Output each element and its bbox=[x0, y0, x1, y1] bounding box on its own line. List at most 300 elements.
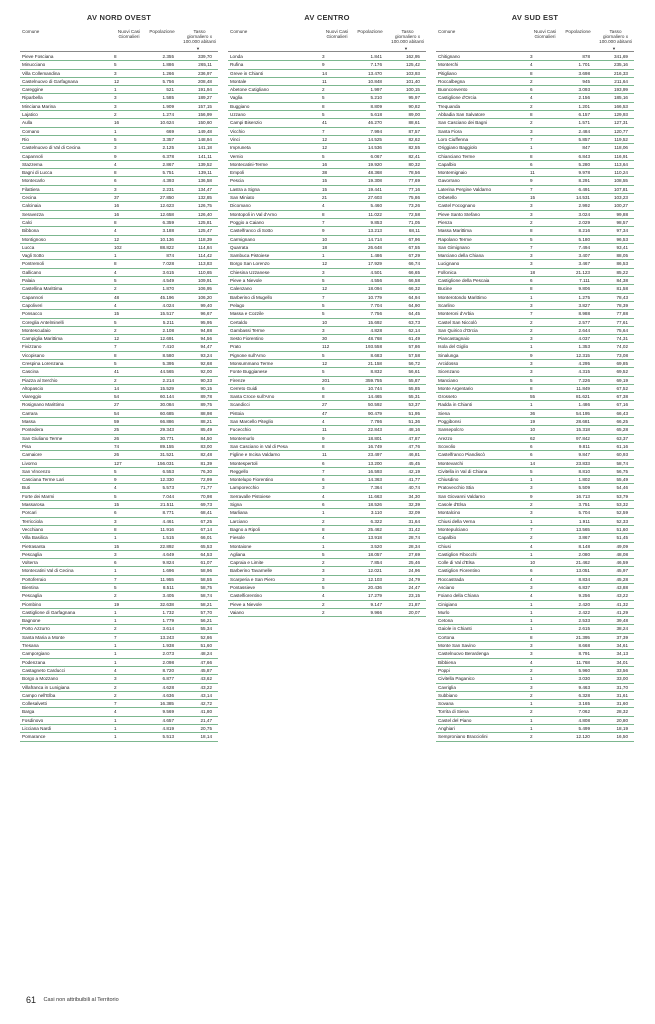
table-row bbox=[20, 543, 218, 551]
table-row bbox=[20, 684, 218, 692]
cell-comune: San Gimignano bbox=[438, 244, 470, 250]
table-row bbox=[20, 675, 218, 683]
cell-comune: Montecatini-Terme bbox=[230, 161, 268, 167]
table-row bbox=[228, 601, 426, 609]
cell-tasso: 96,53 bbox=[616, 236, 628, 242]
cell-tasso: 46,59 bbox=[616, 560, 628, 566]
cell-nuovi-casi: 1 bbox=[530, 701, 533, 707]
cell-comune: Camporgiano bbox=[22, 651, 50, 657]
cell-tasso: 89,75 bbox=[200, 402, 212, 408]
cell-tasso: 52,86 bbox=[200, 634, 212, 640]
cell-nuovi-casi: 8 bbox=[530, 286, 533, 292]
table-row bbox=[228, 451, 426, 459]
table-row bbox=[228, 194, 426, 202]
cell-nuovi-casi: 1 bbox=[530, 145, 533, 151]
table-row bbox=[228, 368, 426, 376]
cell-popolazione: 669 bbox=[166, 128, 174, 134]
cell-tasso: 78,43 bbox=[616, 294, 628, 300]
cell-nuovi-casi: 36 bbox=[530, 410, 536, 416]
cell-comune: Scarperia e San Piero bbox=[230, 576, 275, 582]
cell-comune: Monte Argentario bbox=[438, 385, 473, 391]
cell-tasso: 74,02 bbox=[616, 344, 628, 350]
cell-popolazione: 878 bbox=[582, 54, 590, 59]
cell-tasso: 103,93 bbox=[405, 70, 420, 76]
cell-comune: Carrara bbox=[22, 410, 38, 416]
cell-popolazione: 945 bbox=[582, 78, 590, 84]
cell-comune: Piombino bbox=[22, 601, 42, 607]
cell-comune: Bagnone bbox=[22, 618, 41, 624]
cell-nuovi-casi: 59 bbox=[114, 419, 120, 425]
cell-tasso: 95,97 bbox=[408, 95, 420, 101]
cell-nuovi-casi: 41 bbox=[322, 120, 328, 126]
cell-comune: Prato bbox=[230, 344, 241, 350]
cell-tasso: 88,61 bbox=[408, 120, 420, 126]
cell-nuovi-casi: 3 bbox=[530, 211, 533, 217]
cell-nuovi-casi: 6 bbox=[530, 161, 533, 167]
cell-tasso: 45,45 bbox=[408, 460, 420, 466]
cell-popolazione: 3.188 bbox=[162, 228, 174, 234]
table-row bbox=[436, 277, 634, 285]
cell-popolazione: 4.461 bbox=[162, 518, 174, 524]
table-row bbox=[228, 219, 426, 227]
cell-popolazione: 8.580 bbox=[162, 352, 174, 358]
sort-descending-icon[interactable]: ▼ bbox=[196, 46, 200, 51]
cell-tasso: 25,46 bbox=[408, 560, 420, 566]
cell-nuovi-casi: 2 bbox=[114, 377, 117, 383]
table-row bbox=[436, 285, 634, 293]
cell-nuovi-casi: 2 bbox=[530, 692, 533, 698]
cell-comune: Vicopisano bbox=[22, 352, 45, 358]
cell-popolazione: 3.405 bbox=[162, 593, 174, 599]
table-row bbox=[228, 393, 426, 401]
table-row bbox=[436, 708, 634, 716]
cell-popolazione: 1.886 bbox=[162, 62, 174, 68]
cell-comune: Sovana bbox=[438, 701, 454, 707]
cell-tasso: 67,14 bbox=[200, 526, 212, 532]
cell-popolazione: 1.909 bbox=[162, 103, 174, 109]
table-row bbox=[20, 576, 218, 584]
cell-nuovi-casi: 1 bbox=[114, 651, 117, 657]
cell-nuovi-casi: 1 bbox=[114, 717, 117, 723]
cell-tasso: 76,30 bbox=[200, 468, 212, 474]
cell-popolazione: 16.713 bbox=[575, 493, 590, 499]
cell-nuovi-casi: 2 bbox=[322, 87, 325, 93]
cell-popolazione: 9.978 bbox=[578, 170, 590, 176]
cell-tasso: 77,69 bbox=[408, 178, 420, 184]
cell-tasso: 53,37 bbox=[408, 402, 420, 408]
cell-popolazione: 6.328 bbox=[578, 692, 590, 698]
cell-nuovi-casi: 3 bbox=[322, 327, 325, 333]
cell-comune: Filattiera bbox=[22, 186, 40, 192]
cell-tasso: 51,95 bbox=[408, 410, 420, 416]
cell-popolazione: 3.024 bbox=[578, 211, 590, 217]
cell-nuovi-casi: 1 bbox=[114, 128, 117, 134]
cell-comune: Buti bbox=[22, 485, 30, 491]
cell-tasso: 84,38 bbox=[616, 278, 628, 284]
cell-tasso: 32,39 bbox=[408, 502, 420, 508]
cell-nuovi-casi: 9 bbox=[114, 153, 117, 159]
cell-tasso: 69,52 bbox=[616, 369, 628, 375]
cell-tasso: 39,48 bbox=[616, 618, 628, 624]
sort-descending-icon[interactable]: ▼ bbox=[612, 46, 616, 51]
cell-nuovi-casi: 5 bbox=[322, 112, 325, 118]
cell-tasso: 75,64 bbox=[616, 327, 628, 333]
cell-nuovi-casi: 5 bbox=[114, 136, 117, 142]
cell-popolazione: 16.749 bbox=[367, 443, 382, 449]
table-row bbox=[20, 285, 218, 293]
table-row bbox=[20, 559, 218, 567]
cell-comune: Larciano bbox=[230, 518, 248, 524]
table-row bbox=[20, 601, 218, 609]
cell-tasso: 51,60 bbox=[616, 526, 628, 532]
cell-popolazione: 1.696 bbox=[162, 568, 174, 574]
cell-nuovi-casi: 2 bbox=[114, 692, 117, 698]
cell-popolazione: 15.529 bbox=[159, 385, 174, 391]
table-row bbox=[228, 260, 426, 268]
table-row bbox=[20, 443, 218, 451]
cell-popolazione: 5.857 bbox=[578, 136, 590, 142]
cell-comune: Villa Basilica bbox=[22, 535, 48, 541]
table-header bbox=[228, 25, 426, 52]
cell-tasso: 113,64 bbox=[614, 161, 628, 167]
table-row bbox=[436, 650, 634, 658]
cell-popolazione: 3.093 bbox=[578, 87, 590, 93]
cell-popolazione: 19.920 bbox=[367, 161, 382, 167]
cell-comune: Altopascio bbox=[22, 385, 44, 391]
cell-nuovi-casi: 8 bbox=[114, 261, 117, 267]
table-row bbox=[20, 360, 218, 368]
table-row bbox=[436, 617, 634, 625]
cell-nuovi-casi: 7 bbox=[530, 311, 533, 317]
cell-popolazione: 17.279 bbox=[367, 593, 382, 599]
cell-comune: Lucca bbox=[22, 244, 35, 250]
cell-nuovi-casi: 5 bbox=[114, 278, 117, 284]
cell-tasso: 75,86 bbox=[408, 195, 420, 201]
cell-tasso: 58,75 bbox=[200, 585, 212, 590]
cell-tasso: 132,85 bbox=[197, 195, 212, 201]
table-row bbox=[20, 53, 218, 61]
cell-tasso: 80,32 bbox=[408, 161, 420, 167]
cell-popolazione: 8.832 bbox=[370, 369, 382, 375]
cell-tasso: 157,15 bbox=[197, 103, 212, 109]
cell-comune: Casciana Terme Lari bbox=[22, 477, 65, 483]
cell-popolazione: 46.270 bbox=[367, 120, 382, 126]
cell-nuovi-casi: 2 bbox=[114, 327, 117, 333]
cell-comune: Agliana bbox=[230, 551, 246, 557]
cell-tasso: 71,77 bbox=[200, 485, 212, 491]
cell-tasso: 265,11 bbox=[198, 62, 212, 68]
table-row bbox=[228, 285, 426, 293]
table-row bbox=[436, 319, 634, 327]
cell-tasso: 53,79 bbox=[616, 493, 628, 499]
table-row bbox=[228, 352, 426, 360]
cell-comune: Monterchi bbox=[438, 62, 459, 68]
header-nuovi-casi: Nuovi Casi Giornalieri bbox=[533, 29, 557, 39]
cell-comune: Cetona bbox=[438, 618, 453, 624]
header-tasso: Tasso giornaliero x 100.000 abitanti bbox=[599, 29, 632, 44]
table-row bbox=[436, 435, 634, 443]
cell-comune: Sesto Fiorentino bbox=[230, 336, 264, 342]
cell-nuovi-casi: 7 bbox=[530, 186, 533, 192]
cell-nuovi-casi: 12 bbox=[114, 78, 120, 84]
cell-comune: Dicomano bbox=[230, 203, 251, 209]
cell-nuovi-casi: 1 bbox=[530, 518, 533, 524]
cell-nuovi-casi: 9 bbox=[322, 228, 325, 234]
cell-nuovi-casi: 1 bbox=[530, 618, 533, 624]
table-row bbox=[20, 111, 218, 119]
cell-tasso: 55,34 bbox=[200, 626, 212, 632]
cell-tasso: 99,88 bbox=[616, 211, 628, 217]
cell-nuovi-casi: 3 bbox=[114, 518, 117, 524]
table-row bbox=[20, 426, 218, 434]
cell-popolazione: 2.108 bbox=[162, 327, 174, 333]
cell-nuovi-casi: 5 bbox=[530, 236, 533, 242]
table-row bbox=[436, 161, 634, 169]
table-row bbox=[436, 153, 634, 161]
cell-tasso: 88,21 bbox=[200, 419, 212, 425]
cell-tasso: 73,26 bbox=[408, 203, 420, 209]
cell-comune: Isola del Giglio bbox=[438, 344, 469, 350]
cell-comune: Livorno bbox=[22, 460, 38, 466]
cell-popolazione: 3.827 bbox=[578, 302, 590, 308]
cell-comune: Bibbona bbox=[22, 228, 39, 234]
cell-comune: Abetone Cutigliano bbox=[230, 87, 269, 93]
cell-nuovi-casi: 11 bbox=[322, 452, 327, 458]
table-row bbox=[20, 733, 218, 741]
table-row bbox=[436, 576, 634, 584]
table-row bbox=[436, 368, 634, 376]
cell-comune: Viareggio bbox=[22, 394, 42, 400]
cell-tasso: 189,27 bbox=[197, 95, 212, 101]
cell-nuovi-casi: 11 bbox=[530, 170, 535, 176]
cell-comune: Signa bbox=[230, 502, 242, 508]
cell-tasso: 56,21 bbox=[200, 618, 212, 624]
cell-tasso: 61,49 bbox=[408, 336, 420, 342]
table-row bbox=[436, 177, 634, 185]
cell-nuovi-casi: 9 bbox=[530, 493, 533, 499]
cell-popolazione: 10.848 bbox=[367, 78, 382, 84]
header-popolazione: Popolazione bbox=[565, 29, 591, 34]
cell-popolazione: 2.231 bbox=[162, 186, 174, 192]
table-row bbox=[20, 78, 218, 86]
cell-comune: Bientina bbox=[22, 585, 39, 590]
table-row bbox=[20, 103, 218, 111]
cell-nuovi-casi: 3 bbox=[530, 369, 533, 375]
cell-tasso: 58,21 bbox=[200, 601, 212, 607]
cell-comune: Laterina Pergine Valdarno bbox=[438, 186, 492, 192]
cell-comune: Santa Fiora bbox=[438, 128, 462, 134]
cell-tasso: 21,47 bbox=[200, 717, 212, 723]
cell-popolazione: 3.357 bbox=[162, 136, 174, 142]
cell-popolazione: 193.558 bbox=[365, 344, 382, 350]
cell-popolazione: 7.176 bbox=[370, 62, 382, 68]
cell-nuovi-casi: 1 bbox=[530, 601, 533, 607]
cell-popolazione: 11.768 bbox=[576, 659, 590, 665]
cell-tasso: 57,58 bbox=[408, 352, 420, 358]
table-body bbox=[228, 53, 426, 617]
cell-tasso: 236,97 bbox=[197, 70, 212, 76]
sort-descending-icon[interactable]: ▼ bbox=[404, 46, 408, 51]
cell-popolazione: 14.465 bbox=[367, 394, 382, 400]
table-row bbox=[436, 327, 634, 335]
cell-popolazione: 8.988 bbox=[578, 311, 590, 317]
cell-comune: Vaglia bbox=[230, 95, 243, 101]
table-row bbox=[20, 343, 218, 351]
cell-comune: Rosignano Marittimo bbox=[22, 402, 65, 408]
cell-nuovi-casi: 11 bbox=[322, 78, 327, 84]
cell-comune: Capannoli bbox=[22, 153, 43, 159]
cell-nuovi-casi: 5 bbox=[322, 302, 325, 308]
cell-comune: Bucine bbox=[438, 286, 453, 292]
cell-comune: Greve in Chianti bbox=[230, 70, 263, 76]
cell-comune: Vecchiano bbox=[22, 526, 44, 532]
cell-comune: San Miniato bbox=[230, 195, 255, 201]
cell-nuovi-casi: 3 bbox=[530, 585, 533, 590]
cell-popolazione: 9.147 bbox=[370, 601, 382, 607]
cell-tasso: 23,15 bbox=[408, 593, 420, 599]
cell-nuovi-casi: 3 bbox=[530, 253, 533, 259]
cell-nuovi-casi: 8 bbox=[530, 70, 533, 76]
cell-nuovi-casi: 26 bbox=[114, 435, 120, 441]
cell-popolazione: 1.870 bbox=[162, 286, 174, 292]
cell-tasso: 110,65 bbox=[198, 269, 212, 275]
cell-nuovi-casi: 1 bbox=[530, 344, 533, 350]
cell-popolazione: 5.960 bbox=[578, 667, 590, 673]
table-row bbox=[436, 543, 634, 551]
cell-popolazione: 30.771 bbox=[159, 435, 174, 441]
table-row bbox=[20, 435, 218, 443]
cell-nuovi-casi: 6 bbox=[322, 502, 325, 508]
cell-popolazione: 44.565 bbox=[159, 369, 174, 375]
cell-popolazione: 5.280 bbox=[578, 161, 590, 167]
cell-tasso: 119,52 bbox=[614, 136, 628, 142]
cell-nuovi-casi: 8 bbox=[530, 153, 533, 159]
cell-nuovi-casi: 3 bbox=[530, 510, 533, 516]
cell-popolazione: 7.111 bbox=[579, 278, 590, 284]
cell-nuovi-casi: 1 bbox=[114, 643, 117, 649]
cell-nuovi-casi: 1 bbox=[322, 510, 325, 516]
cell-popolazione: 26.648 bbox=[367, 244, 382, 250]
cell-popolazione: 7.786 bbox=[370, 419, 382, 425]
cell-tasso: 96,67 bbox=[200, 311, 212, 317]
cell-nuovi-casi: 8 bbox=[530, 228, 533, 234]
cell-tasso: 73,08 bbox=[616, 352, 628, 358]
cell-comune: Crespina Lorenzana bbox=[22, 360, 64, 366]
cell-nuovi-casi: 3 bbox=[114, 186, 117, 192]
table-row bbox=[228, 518, 426, 526]
cell-comune: Reggello bbox=[230, 468, 249, 474]
cell-comune: Orbetello bbox=[438, 195, 457, 201]
cell-comune: Montopoli in Val d'Arno bbox=[230, 211, 277, 217]
cell-popolazione: 97.842 bbox=[575, 435, 590, 441]
cell-comune: Pisa bbox=[22, 443, 31, 449]
cell-nuovi-casi: 10 bbox=[530, 560, 536, 566]
cell-comune: Minciana Marina bbox=[22, 103, 56, 109]
cell-popolazione: 16.385 bbox=[159, 701, 174, 707]
cell-tasso: 24,96 bbox=[408, 568, 420, 574]
cell-popolazione: 3.110 bbox=[370, 510, 382, 516]
cell-nuovi-casi: 19 bbox=[530, 419, 536, 425]
cell-nuovi-casi: 4 bbox=[114, 302, 117, 308]
cell-tasso: 67,16 bbox=[616, 402, 628, 408]
table-row bbox=[436, 86, 634, 94]
cell-comune: Montespertoli bbox=[230, 460, 258, 466]
cell-comune: Impruneta bbox=[230, 145, 251, 151]
cell-tasso: 68,41 bbox=[200, 510, 212, 516]
cell-nuovi-casi: 3 bbox=[322, 568, 325, 574]
cell-nuovi-casi: 7 bbox=[530, 244, 533, 250]
cell-tasso: 45,87 bbox=[200, 667, 212, 673]
table-row bbox=[20, 302, 218, 310]
cell-nuovi-casi: 6 bbox=[114, 510, 117, 516]
cell-tasso: 41,29 bbox=[616, 609, 628, 615]
table-row bbox=[228, 236, 426, 244]
table-row bbox=[228, 526, 426, 534]
cell-nuovi-casi: 55 bbox=[530, 394, 536, 400]
cell-nuovi-casi: 8 bbox=[530, 385, 533, 391]
cell-popolazione: 5.460 bbox=[370, 203, 382, 209]
cell-nuovi-casi: 3 bbox=[530, 54, 533, 59]
cell-popolazione: 11.916 bbox=[160, 526, 174, 532]
cell-comune: Monsummano Terme bbox=[230, 360, 274, 366]
cell-nuovi-casi: 3 bbox=[530, 203, 533, 209]
footer-text: Casi non attribuibili al Territorio bbox=[43, 997, 119, 1003]
cell-tasso: 31,42 bbox=[408, 526, 420, 532]
cell-nuovi-casi: 3 bbox=[322, 576, 325, 582]
cell-tasso: 66,01 bbox=[200, 535, 212, 541]
cell-comune: Manciano bbox=[438, 377, 458, 383]
cell-popolazione: 2.577 bbox=[578, 319, 590, 325]
cell-tasso: 67,55 bbox=[408, 244, 420, 250]
header-popolazione: Popolazione bbox=[149, 29, 175, 34]
cell-tasso: 18,14 bbox=[200, 734, 212, 740]
cell-comune: Podenzana bbox=[22, 659, 46, 665]
table-row bbox=[436, 601, 634, 609]
cell-nuovi-casi: 3 bbox=[114, 145, 117, 151]
cell-nuovi-casi: 1 bbox=[322, 253, 325, 259]
cell-comune: San Giuliano Terme bbox=[22, 435, 63, 441]
cell-comune: Londa bbox=[230, 54, 243, 59]
table-row bbox=[436, 70, 634, 78]
cell-tasso: 82,55 bbox=[408, 145, 420, 151]
table-row bbox=[436, 360, 634, 368]
cell-nuovi-casi: 5 bbox=[530, 377, 533, 383]
cell-popolazione: 13.565 bbox=[575, 526, 590, 532]
cell-nuovi-casi: 18 bbox=[530, 269, 536, 275]
page-footer bbox=[26, 993, 119, 1007]
cell-popolazione: 14.363 bbox=[367, 477, 382, 483]
cell-popolazione: 3.030 bbox=[578, 676, 590, 682]
table-row bbox=[436, 393, 634, 401]
cell-nuovi-casi: 26 bbox=[114, 452, 120, 458]
cell-popolazione: 31.521 bbox=[159, 452, 174, 458]
table-row bbox=[436, 202, 634, 210]
table-row bbox=[228, 211, 426, 219]
cell-popolazione: 1.997 bbox=[370, 87, 382, 93]
cell-tasso: 235,16 bbox=[613, 62, 628, 68]
cell-popolazione: 5.573 bbox=[162, 485, 174, 491]
cell-tasso: 92,00 bbox=[200, 369, 212, 375]
cell-nuovi-casi: 12 bbox=[322, 261, 328, 267]
cell-popolazione: 7.756 bbox=[370, 311, 382, 317]
cell-nuovi-casi: 2 bbox=[322, 560, 325, 566]
cell-tasso: 114,42 bbox=[198, 253, 212, 259]
cell-comune: Castiglion Fiorentino bbox=[438, 568, 480, 574]
cell-tasso: 114,84 bbox=[198, 244, 212, 250]
cell-tasso: 51,60 bbox=[200, 643, 212, 649]
cell-popolazione: 1.802 bbox=[578, 477, 590, 483]
cell-nuovi-casi: 4 bbox=[114, 667, 117, 673]
